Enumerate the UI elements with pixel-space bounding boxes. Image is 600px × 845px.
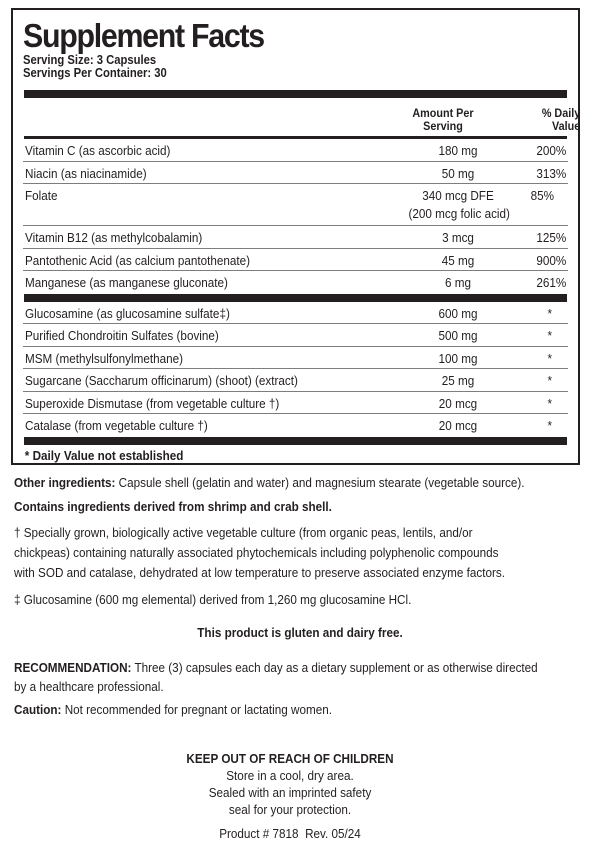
ingredient-daily-value: * xyxy=(547,418,552,433)
storage-block xyxy=(0,750,590,818)
header-amount-line1: Amount Per xyxy=(412,106,474,120)
nutrient-amount: 50 mg xyxy=(441,165,475,181)
ingredient-amount: 100 mg xyxy=(438,350,478,366)
product-number-text: Product # 7818 Rev. 05/24 xyxy=(219,826,361,841)
other-ingredients-text: Capsule shell (gelatin and water) and magnesium stearate (vegetable source). xyxy=(115,475,525,490)
header-amount-line2: Serving xyxy=(423,119,463,133)
dagger-note-line: chickpeas) containing naturally associated phytochemicals including polyphenolic compounds xyxy=(14,545,499,560)
table-row xyxy=(23,347,568,370)
nutrient-daily-value: 900% xyxy=(536,252,566,268)
servings-per-container: Servings Per Container: 30 xyxy=(23,66,167,80)
table-row xyxy=(23,226,568,249)
recommendation-text-line2: by a healthcare professional. xyxy=(14,679,164,694)
seal-line1: Sealed with an imprinted safety xyxy=(208,785,372,800)
table-row xyxy=(23,249,568,272)
recommendation-label: RECOMMENDATION: xyxy=(14,660,132,675)
other-ingredients-label: Other ingredients: xyxy=(14,475,116,490)
dagger-footnote xyxy=(14,523,590,583)
nutrient-amount: 340 mcg DFE xyxy=(422,188,494,203)
seal-line2: seal for your protection. xyxy=(228,802,352,817)
ingredient-amount: 25 mg xyxy=(441,373,475,388)
allergen-statement xyxy=(14,497,590,517)
ingredient-name: Sugarcane (Saccharum officinarum) (shoot) (extract) xyxy=(25,373,298,388)
recommendation xyxy=(14,658,590,696)
allergen-text: Contains ingredients derived from shrimp and crab shell. xyxy=(14,499,332,514)
ingredient-amount: 20 mcg xyxy=(438,395,478,411)
nutrient-amount-sub: (200 mcg folic acid) xyxy=(408,206,510,221)
caution-text: Not recommended for pregnant or lactating women. xyxy=(61,702,332,717)
caution-label: Caution: xyxy=(14,702,62,717)
header-dv-line2: Value xyxy=(552,119,581,133)
table-row xyxy=(23,302,568,325)
table-row xyxy=(23,184,568,226)
nutrient-amount: 3 mcg xyxy=(442,230,474,245)
nutrient-daily-value: 85% xyxy=(530,188,554,203)
daily-value-footnote: * Daily Value not established xyxy=(24,447,184,463)
nutrient-amount: 6 mg xyxy=(444,275,472,290)
table-row xyxy=(23,369,568,392)
ingredient-amount: 20 mcg xyxy=(438,418,478,433)
supplement-facts-panel xyxy=(11,8,580,465)
ingredient-daily-value: * xyxy=(547,350,552,366)
nutrient-daily-value: 261% xyxy=(536,275,566,290)
ingredient-daily-value: * xyxy=(547,373,552,388)
ingredient-name: Superoxide Dismutase (from vegetable culture †) xyxy=(25,395,280,411)
header-dv-line1: % Daily xyxy=(541,106,581,120)
nutrient-name: Vitamin C (as ascorbic acid) xyxy=(25,143,171,158)
ingredient-daily-value: * xyxy=(547,395,552,411)
caution xyxy=(14,700,590,720)
column-header-row xyxy=(23,98,581,136)
table-row xyxy=(23,324,568,347)
dagger-note-line: with SOD and catalase, dehydrated at low temperature to preserve associated enzyme factors. xyxy=(14,565,506,580)
ingredient-amount: 500 mg xyxy=(438,328,478,343)
table-row xyxy=(23,414,568,437)
ingredient-name: Glucosamine (as glucosamine sulfate‡) xyxy=(25,305,230,321)
nutrient-name: Pantothenic Acid (as calcium pantothenate) xyxy=(25,252,251,268)
ingredient-daily-value: * xyxy=(547,305,552,321)
keep-out-of-reach: KEEP OUT OF REACH OF CHILDREN xyxy=(186,751,394,766)
ingredient-daily-value: * xyxy=(547,328,552,343)
recommendation-text: Three (3) capsules each day as a dietary supplement or as otherwise directed xyxy=(131,660,538,675)
ingredient-name: MSM (methylsulfonylmethane) xyxy=(25,350,184,366)
nutrient-daily-value: 125% xyxy=(536,230,566,245)
serving-size: Serving Size: 3 Capsules xyxy=(23,53,157,67)
ingredient-name: Purified Chondroitin Sulfates (bovine) xyxy=(25,328,219,343)
table-row xyxy=(23,392,568,415)
storage-instructions: Store in a cool, dry area. xyxy=(226,768,354,783)
nutrient-name: Vitamin B12 (as methylcobalamin) xyxy=(25,230,203,245)
nutrient-name: Manganese (as manganese gluconate) xyxy=(25,275,228,290)
nutrient-daily-value: 313% xyxy=(536,165,566,181)
product-number xyxy=(0,825,590,842)
nutrient-amount: 45 mg xyxy=(441,252,475,268)
gluten-dairy-text: This product is gluten and dairy free. xyxy=(197,625,403,640)
table-row xyxy=(23,162,568,185)
panel-title: Supplement Facts xyxy=(23,17,264,54)
table-row xyxy=(23,139,568,162)
other-ingredients xyxy=(14,473,590,493)
thick-divider xyxy=(24,437,567,445)
ingredient-name: Catalase (from vegetable culture †) xyxy=(25,418,208,433)
thick-divider xyxy=(24,294,567,302)
dagger-note-line: † Specially grown, biologically active vegetable culture (from organic peas, lentils, and/or xyxy=(14,525,473,540)
ingredient-amount: 600 mg xyxy=(438,305,478,321)
header-amount-per-serving xyxy=(403,107,484,133)
header-daily-value xyxy=(531,107,581,133)
nutrient-name: Folate xyxy=(25,188,58,203)
gluten-dairy-statement xyxy=(0,624,600,641)
nutrient-amount: 180 mg xyxy=(438,143,478,158)
nutrient-daily-value: 200% xyxy=(536,143,566,158)
thick-divider xyxy=(24,90,567,98)
nutrient-name: Niacin (as niacinamide) xyxy=(25,165,147,181)
table-row xyxy=(23,271,568,294)
double-dagger-footnote xyxy=(14,590,590,610)
double-dagger-note-text: ‡ Glucosamine (600 mg elemental) derived from 1,260 mg glucosamine HCl. xyxy=(14,592,412,607)
